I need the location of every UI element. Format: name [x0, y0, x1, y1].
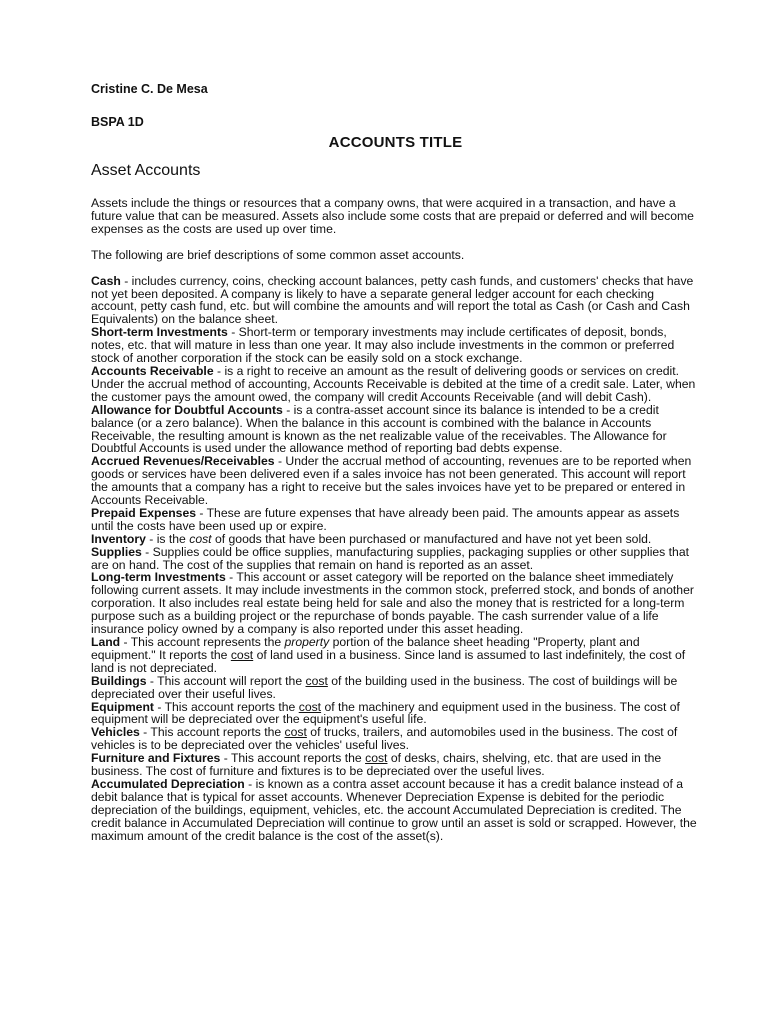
account-term: Inventory	[91, 531, 146, 546]
account-term: Cash	[91, 273, 121, 288]
account-term: Land	[91, 635, 121, 649]
account-entry	[91, 404, 700, 456]
account-description: - Under the accrual method of accounting, revenues are to be reported when goods or services have been delivered even if a sales invoice has not been generated. This account will report the amounts that a company has a right to receive but the sales invoices have yet to be prepared or entered in Accounts Receivable.	[91, 454, 692, 508]
account-entry	[91, 701, 700, 727]
account-term: Accounts Receivable	[91, 363, 214, 378]
account-description: - Supplies could be office supplies, manufacturing supplies, packaging supplies or other supplies that are on hand. The cost of the supplies that remain on hand is reported as an asset.	[91, 544, 689, 572]
account-entry	[91, 507, 700, 533]
account-entry	[91, 636, 700, 675]
account-description: cost	[365, 751, 388, 766]
account-term: Accumulated Depreciation	[91, 776, 245, 791]
account-term: Buildings	[91, 673, 147, 688]
account-description: of trucks, trailers, and automobiles used in the business. The cost of vehicles is to be depreciated over the vehicles' useful lives.	[91, 725, 678, 753]
account-entry	[91, 455, 700, 507]
account-description: - includes currency, coins, checking account balances, petty cash funds, and customers' checks that have not yet been deposited. A company is likely to have a separate general ledger account for each checking account, petty cash fund, etc. but will combine the amounts and will report the total as Cash (or Cash and Cash Equivalents) on the balance sheet.	[91, 273, 694, 327]
account-description: - This account will report the	[146, 673, 306, 688]
account-list	[91, 275, 700, 843]
author-name: Cristine C. De Mesa	[91, 82, 208, 96]
account-description: cost	[305, 673, 328, 688]
account-description: - is the	[145, 531, 190, 546]
account-description: cost	[284, 725, 307, 740]
account-description: of the building used in the business. The cost of buildings will be depreciated over their useful lives.	[91, 673, 678, 701]
account-term: Vehicles	[91, 725, 140, 740]
account-description: cost	[298, 699, 322, 714]
account-term: Accrued Revenues/Receivables	[91, 454, 275, 469]
account-entry	[91, 726, 700, 752]
intro-paragraph: Assets include the things or resources that a company owns, that were acquired in a transaction, and have a future value that can be measured. Assets also include some costs that are prepaid or deferred and will become expenses as the costs are used up over time.	[91, 196, 694, 236]
account-entry	[91, 752, 700, 778]
account-description: portion of the balance sheet heading "Property, plant and equipment." It reports the	[91, 635, 640, 662]
lead-paragraph: The following are brief descriptions of some common asset accounts.	[91, 247, 465, 262]
account-description: - is a contra-asset account since its balance is intended to be a credit balance (or a zero balance). When the balance in this account is combined with the balance in Accounts Receivable, the resulting amount is known as the net realizable value of the receivables. The Allowance for Doubtful Accounts is used under the allowance method of reporting bad debts expense.	[91, 402, 667, 456]
account-description: of land used in a business. Since land is assumed to last indefinitely, the cost of land is not depreciated.	[91, 647, 686, 675]
class-section: BSPA 1D	[91, 115, 144, 129]
account-description: - This account reports the	[220, 751, 366, 766]
account-term: Short-term Investments	[91, 325, 228, 340]
account-entry	[91, 326, 700, 365]
account-term: Long-term Investments	[91, 570, 226, 585]
account-entry	[91, 675, 700, 701]
account-term: Prepaid Expenses	[91, 505, 196, 520]
account-entry	[91, 546, 700, 572]
account-description: of desks, chairs, shelving, etc. that are used in the business. The cost of furniture and fixtures is to be depreciated over the useful lives.	[91, 751, 662, 779]
account-description: - is known as a contra asset account because it has a credit balance instead of a debit balance that is typical for asset accounts. Whenever Depreciation Expense is debited for the periodic depreciation of the buildings, equipment, vehicles, etc. the account Accumulated Depreciation is credited. The credit balance in Accumulated Depreciation will continue to grow until an asset is sold or scrapped. However, the maximum amount of the credit balance is the cost of the asset(s).	[91, 776, 697, 843]
section-heading: Asset Accounts	[91, 162, 201, 179]
account-description: property	[284, 635, 330, 649]
account-description: - This account reports the	[153, 699, 299, 714]
account-entry	[91, 778, 700, 843]
account-term: Allowance for Doubtful Accounts	[91, 402, 283, 417]
account-description: - is a right to receive an amount as the result of delivering goods or services on credit. Under the accrual method of accounting, Accounts Receivable is debited at the time of a credit sale. Later, when the customer pays the amount owed, the company will credit Accounts Receivable (and will debit Cash).	[91, 363, 696, 404]
account-entry	[91, 275, 700, 327]
account-description: - This account represents the	[120, 635, 285, 649]
account-term: Equipment	[91, 699, 154, 714]
account-entry	[91, 571, 700, 636]
account-description: cost	[189, 531, 212, 546]
account-description: of goods that have been purchased or manufactured and have not yet been sold.	[211, 531, 652, 546]
account-description: cost	[230, 647, 254, 662]
account-description: - These are future expenses that have already been paid. The amounts appear as assets until the costs have been used up or expire.	[91, 505, 680, 533]
account-description: of the machinery and equipment used in the business. The cost of equipment will be depreciated over the equipment's useful life.	[91, 699, 680, 727]
document-title: ACCOUNTS TITLE	[328, 134, 463, 151]
account-term: Furniture and Fixtures	[91, 751, 221, 766]
account-description: - This account or asset category will be reported on the balance sheet immediately following current assets. It may include investments in the common stock, preferred stock, and bonds of another corporation. It also includes real estate being held for sale and also the money that is restricted for a long-term purpose such as a building project or the repurchase of bonds payable. The cash surrender value of a life insurance policy owned by a company is also reported under this asset heading.	[91, 570, 694, 637]
account-description: - This account reports the	[139, 725, 285, 740]
account-description: - Short-term or temporary investments may include certificates of deposit, bonds, notes, etc. that will mature in less than one year. It may also include investments in the common or preferred stock of another corporation if the stock can be easily sold on a stock exchange.	[91, 325, 675, 366]
account-entry	[91, 365, 700, 404]
account-term: Supplies	[91, 544, 142, 559]
